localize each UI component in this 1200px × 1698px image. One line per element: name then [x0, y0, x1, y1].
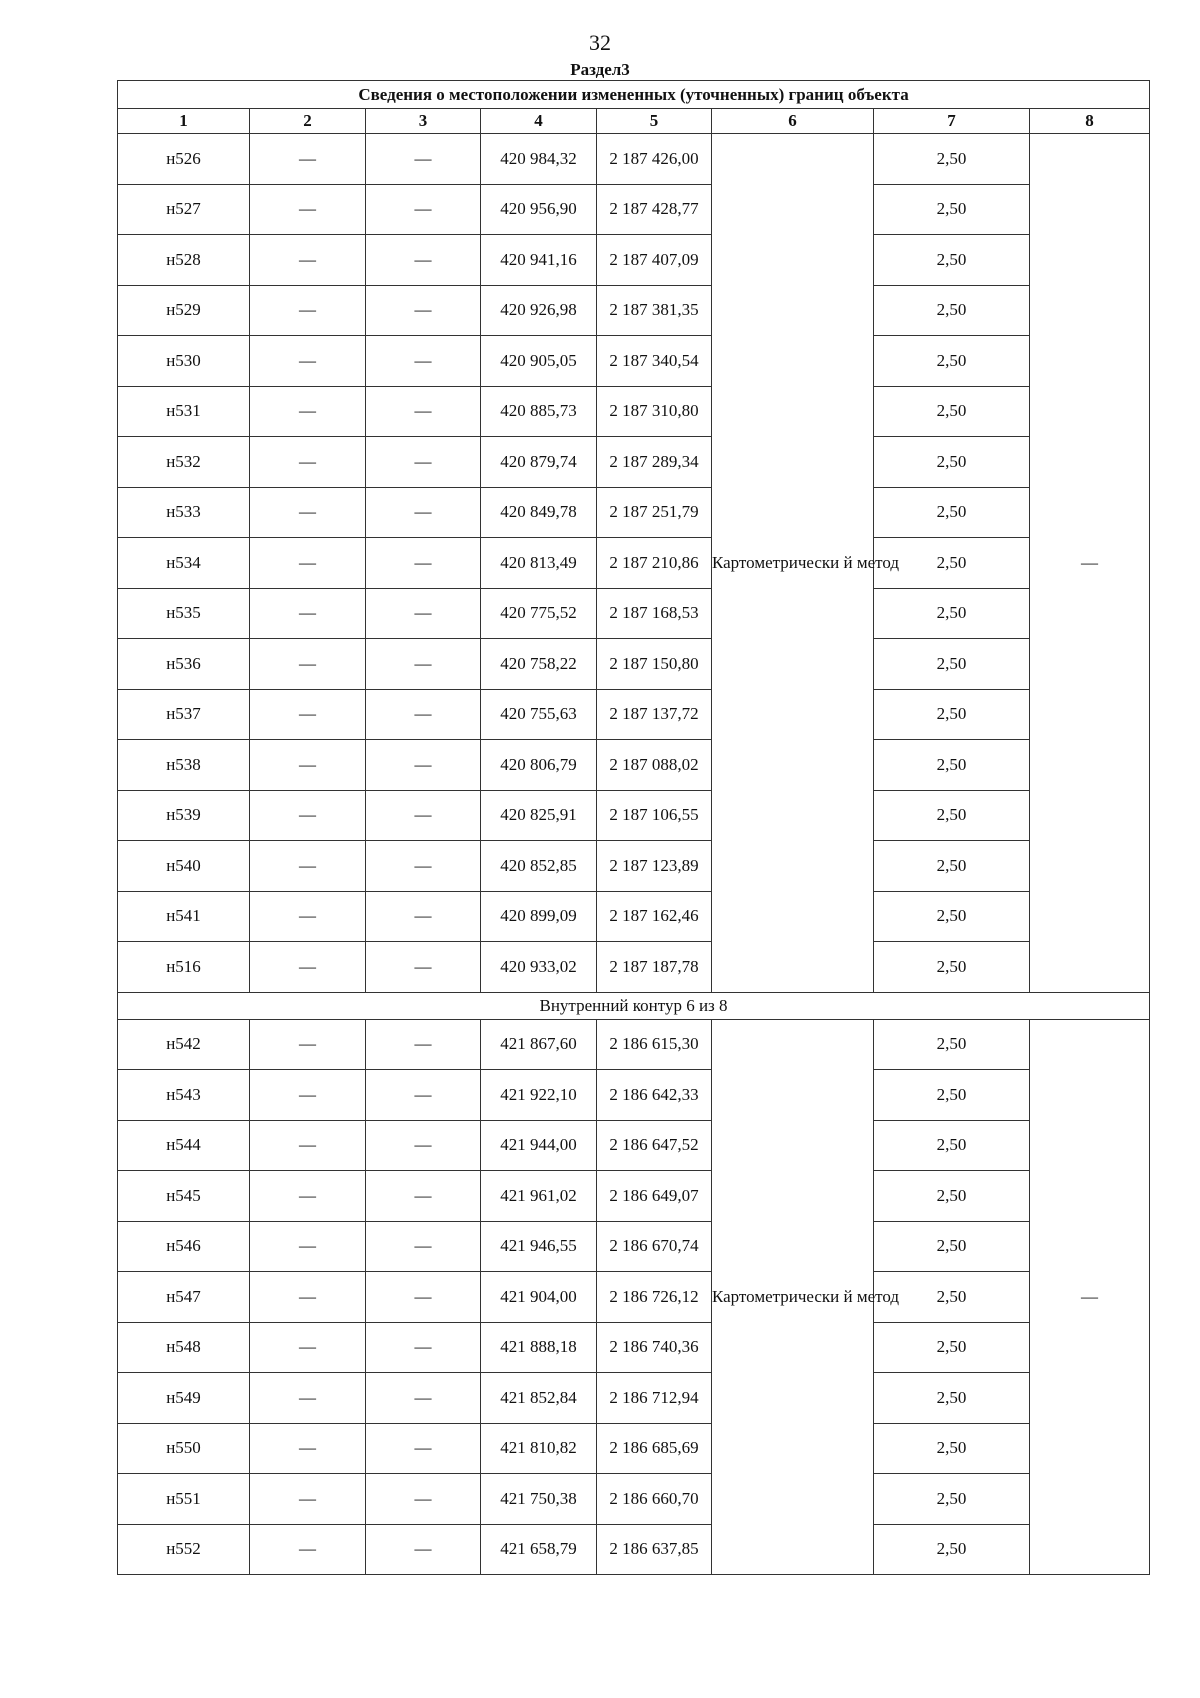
x-coordinate-cell: 420 758,22 — [481, 639, 597, 690]
y-coordinate-cell: 2 187 088,02 — [597, 740, 712, 791]
table-row — [118, 1019, 1150, 1070]
col2-cell: — — [250, 1120, 366, 1171]
table-row — [118, 1524, 1150, 1575]
x-coordinate-cell: 420 849,78 — [481, 487, 597, 538]
accuracy-cell: 2,50 — [874, 386, 1030, 437]
column-number: 4 — [481, 109, 597, 134]
col2-cell: — — [250, 942, 366, 993]
accuracy-cell: 2,50 — [874, 538, 1030, 589]
accuracy-cell: 2,50 — [874, 1423, 1030, 1474]
table-row — [118, 588, 1150, 639]
accuracy-cell: 2,50 — [874, 588, 1030, 639]
point-cell: н540 — [118, 841, 250, 892]
accuracy-cell: 2,50 — [874, 689, 1030, 740]
accuracy-cell: 2,50 — [874, 235, 1030, 286]
x-coordinate-cell: 420 905,05 — [481, 336, 597, 387]
x-coordinate-cell: 420 806,79 — [481, 740, 597, 791]
x-coordinate-cell: 420 813,49 — [481, 538, 597, 589]
table-row — [118, 386, 1150, 437]
table-row — [118, 841, 1150, 892]
table-row — [118, 1322, 1150, 1373]
point-cell: н538 — [118, 740, 250, 791]
y-coordinate-cell: 2 186 670,74 — [597, 1221, 712, 1272]
col3-cell: — — [366, 184, 481, 235]
table-row — [118, 1373, 1150, 1424]
point-cell: н527 — [118, 184, 250, 235]
y-coordinate-cell: 2 186 615,30 — [597, 1019, 712, 1070]
table-title: Сведения о местоположении измененных (уточненных) границ объекта — [118, 81, 1150, 109]
x-coordinate-cell: 421 904,00 — [481, 1272, 597, 1323]
accuracy-cell: 2,50 — [874, 1070, 1030, 1121]
table-row — [118, 487, 1150, 538]
y-coordinate-cell: 2 187 426,00 — [597, 134, 712, 185]
y-coordinate-cell: 2 187 340,54 — [597, 336, 712, 387]
accuracy-cell: 2,50 — [874, 184, 1030, 235]
table-title-row — [118, 81, 1150, 109]
accuracy-cell: 2,50 — [874, 891, 1030, 942]
page-number: 32 — [589, 30, 611, 55]
y-coordinate-cell: 2 187 310,80 — [597, 386, 712, 437]
x-coordinate-cell: 421 946,55 — [481, 1221, 597, 1272]
x-coordinate-cell: 421 810,82 — [481, 1423, 597, 1474]
column-number: 5 — [597, 109, 712, 134]
accuracy-cell: 2,50 — [874, 740, 1030, 791]
x-coordinate-cell: 420 941,16 — [481, 235, 597, 286]
column-number: 2 — [250, 109, 366, 134]
point-cell: н551 — [118, 1474, 250, 1525]
point-cell: н546 — [118, 1221, 250, 1272]
table-row — [118, 942, 1150, 993]
col3-cell: — — [366, 1474, 481, 1525]
x-coordinate-cell: 420 775,52 — [481, 588, 597, 639]
x-coordinate-cell: 420 755,63 — [481, 689, 597, 740]
table-row — [118, 740, 1150, 791]
y-coordinate-cell: 2 187 428,77 — [597, 184, 712, 235]
table-row — [118, 639, 1150, 690]
point-cell: н536 — [118, 639, 250, 690]
col3-cell: — — [366, 740, 481, 791]
method-cell: Картометрически й метод — [712, 1019, 874, 1575]
y-coordinate-cell: 2 187 187,78 — [597, 942, 712, 993]
col2-cell: — — [250, 1423, 366, 1474]
col3-cell: — — [366, 1524, 481, 1575]
col3-cell: — — [366, 487, 481, 538]
point-cell: н549 — [118, 1373, 250, 1424]
col8-cell: — — [1030, 1019, 1150, 1575]
x-coordinate-cell: 420 899,09 — [481, 891, 597, 942]
col3-cell: — — [366, 689, 481, 740]
x-coordinate-cell: 420 933,02 — [481, 942, 597, 993]
col2-cell: — — [250, 1322, 366, 1373]
col2-cell: — — [250, 1272, 366, 1323]
accuracy-cell: 2,50 — [874, 1524, 1030, 1575]
point-cell: н545 — [118, 1171, 250, 1222]
table-row — [118, 437, 1150, 488]
y-coordinate-cell: 2 187 289,34 — [597, 437, 712, 488]
col2-cell: — — [250, 1070, 366, 1121]
contour-label-row — [118, 992, 1150, 1019]
y-coordinate-cell: 2 186 660,70 — [597, 1474, 712, 1525]
boundary-table — [117, 80, 1150, 1575]
table-row — [118, 1272, 1150, 1323]
col3-cell: — — [366, 639, 481, 690]
point-cell: н550 — [118, 1423, 250, 1474]
table-row — [118, 1070, 1150, 1121]
column-number: 1 — [118, 109, 250, 134]
x-coordinate-cell: 421 961,02 — [481, 1171, 597, 1222]
point-cell: н542 — [118, 1019, 250, 1070]
y-coordinate-cell: 2 186 637,85 — [597, 1524, 712, 1575]
x-coordinate-cell: 420 879,74 — [481, 437, 597, 488]
col2-cell: — — [250, 285, 366, 336]
accuracy-cell: 2,50 — [874, 1322, 1030, 1373]
accuracy-cell: 2,50 — [874, 639, 1030, 690]
col2-cell: — — [250, 1019, 366, 1070]
col2-cell: — — [250, 588, 366, 639]
y-coordinate-cell: 2 186 642,33 — [597, 1070, 712, 1121]
point-cell: н529 — [118, 285, 250, 336]
y-coordinate-cell: 2 186 685,69 — [597, 1423, 712, 1474]
accuracy-cell: 2,50 — [874, 336, 1030, 387]
y-coordinate-cell: 2 187 168,53 — [597, 588, 712, 639]
table-row — [118, 1474, 1150, 1525]
y-coordinate-cell: 2 187 150,80 — [597, 639, 712, 690]
table-row — [118, 1221, 1150, 1272]
table-row — [118, 538, 1150, 589]
y-coordinate-cell: 2 187 106,55 — [597, 790, 712, 841]
col3-cell: — — [366, 1070, 481, 1121]
table-row — [118, 1171, 1150, 1222]
col2-cell: — — [250, 1524, 366, 1575]
col3-cell: — — [366, 386, 481, 437]
col3-cell: — — [366, 841, 481, 892]
x-coordinate-cell: 420 852,85 — [481, 841, 597, 892]
col2-cell: — — [250, 891, 366, 942]
x-coordinate-cell: 421 750,38 — [481, 1474, 597, 1525]
col3-cell: — — [366, 588, 481, 639]
point-cell: н543 — [118, 1070, 250, 1121]
y-coordinate-cell: 2 187 251,79 — [597, 487, 712, 538]
col2-cell: — — [250, 1373, 366, 1424]
col2-cell: — — [250, 1221, 366, 1272]
col2-cell: — — [250, 689, 366, 740]
col2-cell: — — [250, 336, 366, 387]
x-coordinate-cell: 421 922,10 — [481, 1070, 597, 1121]
table-row — [118, 184, 1150, 235]
contour-label: Внутренний контур 6 из 8 — [118, 992, 1150, 1019]
point-cell: н526 — [118, 134, 250, 185]
col2-cell: — — [250, 538, 366, 589]
accuracy-cell: 2,50 — [874, 134, 1030, 185]
col3-cell: — — [366, 1120, 481, 1171]
col3-cell: — — [366, 1373, 481, 1424]
col2-cell: — — [250, 386, 366, 437]
point-cell: н548 — [118, 1322, 250, 1373]
x-coordinate-cell: 420 956,90 — [481, 184, 597, 235]
point-cell: н547 — [118, 1272, 250, 1323]
table-body — [118, 134, 1150, 1575]
col3-cell: — — [366, 1272, 481, 1323]
col2-cell: — — [250, 639, 366, 690]
point-cell: н532 — [118, 437, 250, 488]
y-coordinate-cell: 2 186 712,94 — [597, 1373, 712, 1424]
col2-cell: — — [250, 841, 366, 892]
accuracy-cell: 2,50 — [874, 1474, 1030, 1525]
col3-cell: — — [366, 1019, 481, 1070]
y-coordinate-cell: 2 187 162,46 — [597, 891, 712, 942]
point-cell: н530 — [118, 336, 250, 387]
col3-cell: — — [366, 134, 481, 185]
col2-cell: — — [250, 740, 366, 791]
point-cell: н539 — [118, 790, 250, 841]
table-row — [118, 336, 1150, 387]
table-row — [118, 1120, 1150, 1171]
point-cell: н528 — [118, 235, 250, 286]
y-coordinate-cell: 2 186 740,36 — [597, 1322, 712, 1373]
col3-cell: — — [366, 336, 481, 387]
table-row — [118, 1423, 1150, 1474]
col3-cell: — — [366, 1221, 481, 1272]
col3-cell: — — [366, 891, 481, 942]
table-row — [118, 235, 1150, 286]
point-cell: н516 — [118, 942, 250, 993]
col2-cell: — — [250, 184, 366, 235]
y-coordinate-cell: 2 187 381,35 — [597, 285, 712, 336]
col2-cell: — — [250, 437, 366, 488]
accuracy-cell: 2,50 — [874, 1019, 1030, 1070]
point-cell: н552 — [118, 1524, 250, 1575]
y-coordinate-cell: 2 186 726,12 — [597, 1272, 712, 1323]
y-coordinate-cell: 2 187 137,72 — [597, 689, 712, 740]
column-number: 6 — [712, 109, 874, 134]
col3-cell: — — [366, 538, 481, 589]
col8-cell: — — [1030, 134, 1150, 993]
x-coordinate-cell: 421 658,79 — [481, 1524, 597, 1575]
section-title: Раздел3 — [570, 60, 630, 79]
accuracy-cell: 2,50 — [874, 1120, 1030, 1171]
accuracy-cell: 2,50 — [874, 942, 1030, 993]
y-coordinate-cell: 2 186 649,07 — [597, 1171, 712, 1222]
x-coordinate-cell: 421 944,00 — [481, 1120, 597, 1171]
x-coordinate-cell: 420 885,73 — [481, 386, 597, 437]
accuracy-cell: 2,50 — [874, 1373, 1030, 1424]
column-number: 3 — [366, 109, 481, 134]
column-number: 7 — [874, 109, 1030, 134]
table-row — [118, 689, 1150, 740]
x-coordinate-cell: 420 926,98 — [481, 285, 597, 336]
table-row — [118, 790, 1150, 841]
accuracy-cell: 2,50 — [874, 841, 1030, 892]
col2-cell: — — [250, 1474, 366, 1525]
accuracy-cell: 2,50 — [874, 285, 1030, 336]
col2-cell: — — [250, 235, 366, 286]
point-cell: н535 — [118, 588, 250, 639]
column-number-row — [118, 109, 1150, 134]
accuracy-cell: 2,50 — [874, 1171, 1030, 1222]
column-number: 8 — [1030, 109, 1150, 134]
accuracy-cell: 2,50 — [874, 487, 1030, 538]
accuracy-cell: 2,50 — [874, 790, 1030, 841]
col3-cell: — — [366, 1171, 481, 1222]
col3-cell: — — [366, 235, 481, 286]
col3-cell: — — [366, 1322, 481, 1373]
table-row — [118, 134, 1150, 185]
accuracy-cell: 2,50 — [874, 437, 1030, 488]
col2-cell: — — [250, 790, 366, 841]
col3-cell: — — [366, 942, 481, 993]
point-cell: н534 — [118, 538, 250, 589]
y-coordinate-cell: 2 186 647,52 — [597, 1120, 712, 1171]
col2-cell: — — [250, 487, 366, 538]
col2-cell: — — [250, 134, 366, 185]
x-coordinate-cell: 420 825,91 — [481, 790, 597, 841]
table-row — [118, 891, 1150, 942]
point-cell: н531 — [118, 386, 250, 437]
x-coordinate-cell: 420 984,32 — [481, 134, 597, 185]
accuracy-cell: 2,50 — [874, 1221, 1030, 1272]
x-coordinate-cell: 421 888,18 — [481, 1322, 597, 1373]
x-coordinate-cell: 421 852,84 — [481, 1373, 597, 1424]
point-cell: н544 — [118, 1120, 250, 1171]
y-coordinate-cell: 2 187 210,86 — [597, 538, 712, 589]
point-cell: н537 — [118, 689, 250, 740]
point-cell: н541 — [118, 891, 250, 942]
col3-cell: — — [366, 285, 481, 336]
col3-cell: — — [366, 790, 481, 841]
col3-cell: — — [366, 1423, 481, 1474]
y-coordinate-cell: 2 187 407,09 — [597, 235, 712, 286]
y-coordinate-cell: 2 187 123,89 — [597, 841, 712, 892]
table-row — [118, 285, 1150, 336]
col2-cell: — — [250, 1171, 366, 1222]
accuracy-cell: 2,50 — [874, 1272, 1030, 1323]
method-cell: Картометрически й метод — [712, 134, 874, 993]
x-coordinate-cell: 421 867,60 — [481, 1019, 597, 1070]
col3-cell: — — [366, 437, 481, 488]
point-cell: н533 — [118, 487, 250, 538]
